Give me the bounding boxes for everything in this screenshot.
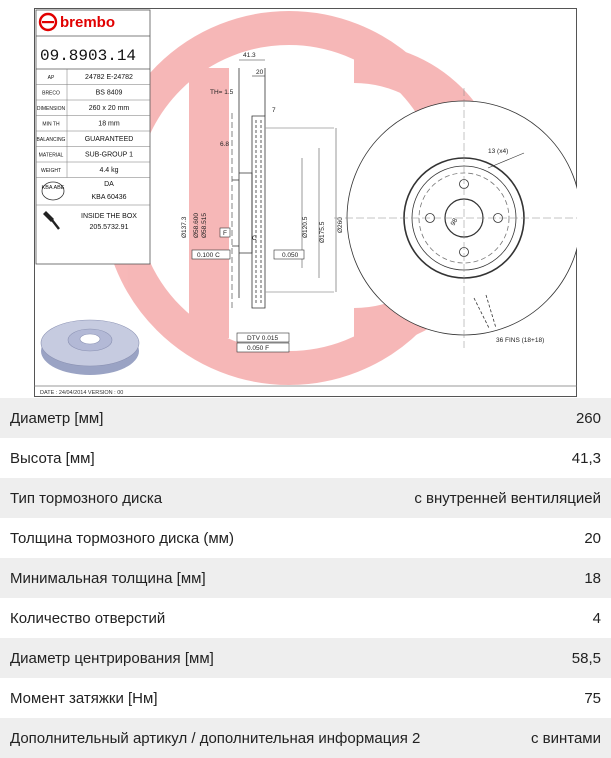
technical-drawing [34,8,577,398]
dim-hat-depth: 20 [256,69,264,76]
dim-fins: 36 FINS (18+18) [496,337,545,344]
spec-label: Дополнительный артикул / дополнительная информация 2 [10,729,421,747]
spec-label: Момент затяжки [Нм] [10,689,158,707]
spec-value: 58,5 [571,649,601,667]
spec-key: MIN TH [42,121,60,128]
spec-value: GUARANTEED [84,136,134,143]
dim-d2: Ø58.600 [193,213,200,238]
spec-key: BRECO [42,90,60,97]
spec-key: AP [47,75,55,81]
box-value: 205.5732.91 [89,224,129,231]
spec-key: WEIGHT [41,168,61,174]
ref-c: C [252,235,257,242]
drawing-footer: DATE : 24/04/2014 VERSION : 00 [40,390,124,396]
spec-value: BS 8409 [95,89,123,97]
spec-value: 4 [592,609,601,627]
spec-value: 41,3 [571,449,601,467]
part-number: 09.8903.14 [40,47,137,65]
dim-th: TH= 1.5 [210,89,234,96]
dim-d5: Ø175.5 [319,221,326,243]
tol-2: 0.050 [282,252,299,259]
spec-row-torque [0,678,611,718]
spec-row-extra [0,718,611,758]
spec-value: 4.4 kg [99,167,119,174]
tol-dtv: DTV 0.015 [247,335,279,342]
dim-d4: Ø120.5 [302,216,309,238]
spec-value: 18 mm [98,120,120,128]
spec-value: с винтами [530,729,601,747]
spec-value: с внутренней вентиляцией [414,489,601,507]
spec-key: BALANCING [36,137,66,143]
spec-label: Минимальная толщина [мм] [10,569,206,587]
box-label: INSIDE THE BOX [81,213,137,220]
spec-label: Количество отверстий [10,609,166,627]
spec-value: 20 [584,529,601,547]
spec-row-centering [0,638,611,678]
kba-top: DA [104,181,114,188]
kba-value: KBA 60436 [91,194,127,201]
spec-row-thickness [0,518,611,558]
spec-label: Диаметр [мм] [10,409,104,427]
spec-label: Толщина тормозного диска (мм) [10,529,234,547]
dim-d1: Ø137.3 [181,216,188,238]
ref-f: F [223,230,227,237]
disc-3d-icon [41,320,139,375]
spec-row-min-thickness [0,558,611,598]
spec-value: 75 [584,689,601,707]
spec-row-height [0,438,611,478]
spec-value: 260 [575,409,601,427]
dim-pcd: 98 [449,217,460,227]
dim-d6: Ø260 [337,217,344,233]
spec-label: Тип тормозного диска [10,489,163,507]
spec-row-holes [0,598,611,638]
spec-value: 18 [584,569,601,587]
dim-total-height: 41.3 [243,52,256,59]
tol-1: 0.100 C [197,252,220,259]
dim-flange: 6.8 [220,141,230,148]
spec-value: 260 x 20 mm [88,105,130,112]
spec-row-disc-type [0,478,611,518]
tol-3: 0.050 F [247,345,270,352]
spec-value: SUB-GROUP 1 [84,151,134,159]
dim-holes: 13 (x4) [488,148,509,155]
spec-label: Высота [мм] [10,449,95,467]
spec-key: DIMENSION [36,106,66,112]
dim-rib: 7 [272,107,276,114]
spec-value: 24782 E-24782 [85,74,133,81]
kba-badge-text: KBA ABE [41,185,65,191]
spec-label: Диаметр центрирования [мм] [10,649,214,667]
spec-row-diameter [0,398,611,438]
spec-key: MATERIAL [38,152,64,159]
dim-d3: Ø58.515 [201,213,208,238]
brand-name: brembo [60,14,116,31]
specs-table [0,398,611,758]
